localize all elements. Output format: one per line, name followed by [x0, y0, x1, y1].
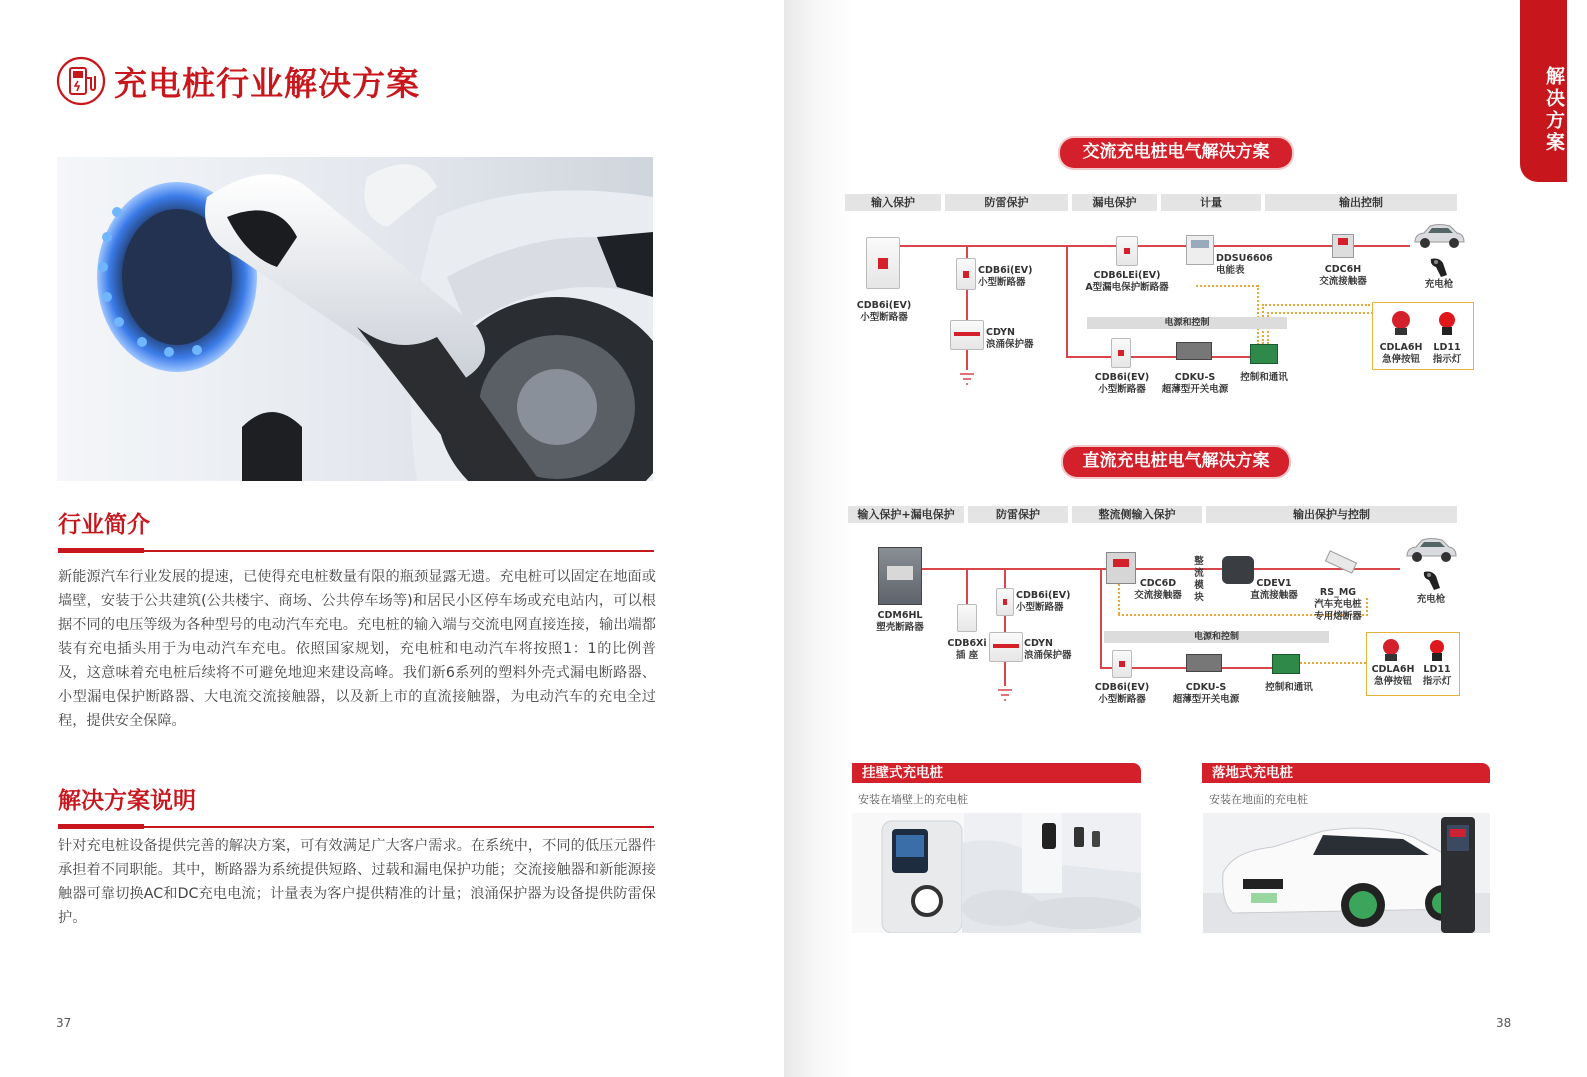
card-subtitle-floor-standing: 安装在地面的充电桩 [1209, 793, 1308, 806]
dc-rectifier-module-label: 整流模块 [1194, 556, 1204, 603]
section-heading-industry-intro: 行业简介 [58, 512, 150, 538]
dc-power-supply-device [1186, 654, 1222, 672]
dc-control-breaker-name: 小型断路器 [1098, 694, 1146, 705]
ac-header-input-protection: 输入保护 [845, 194, 941, 211]
ac-charging-gun-label: 充电枪 [1424, 279, 1454, 290]
dc-socket-name: 插 座 [955, 650, 979, 661]
dc-mccb-device [878, 547, 922, 605]
ac-energy-meter-model: DDSU6606 [1216, 253, 1273, 264]
emergency-stop-icon [1390, 310, 1412, 336]
ac-estop-model: CDLA6H [1379, 342, 1423, 353]
ac-breaker-name: 小型断路器 [978, 277, 1026, 288]
section-divider [58, 550, 654, 552]
card-title-wall-mounted: 挂壁式充电桩 [852, 763, 1141, 783]
ac-lamp-name: 指示灯 [1432, 354, 1462, 365]
dc-fuse-model: RS_MG [1319, 587, 1357, 598]
car-icon [1412, 222, 1466, 250]
ac-control-breaker-device [1111, 338, 1131, 368]
dc-header-rectifier-input-protection: 整流侧输入保护 [1072, 506, 1202, 523]
page-number-left: 37 [56, 1016, 72, 1030]
ac-rcd-device [1116, 236, 1138, 266]
side-section-tab: 解决方案 [1520, 0, 1567, 182]
dc-breaker-device [996, 588, 1014, 616]
dc-mccb-model: CDM6HL [877, 610, 923, 621]
ac-control-breaker-name: 小型断路器 [1098, 384, 1146, 395]
section-heading-solution-description: 解决方案说明 [58, 788, 196, 814]
car-icon [1404, 536, 1458, 564]
dc-mccb-name: 塑壳断路器 [876, 622, 924, 633]
dc-surge-protector-device [989, 632, 1023, 662]
ac-control-breaker-model: CDB6i(EV) [1094, 372, 1150, 383]
card-subtitle-wall-mounted: 安装在墙壁上的充电桩 [858, 793, 968, 806]
ac-power-supply-model: CDKU-S [1174, 372, 1216, 383]
ac-header-metering: 计量 [1161, 194, 1261, 211]
dc-solution-title: 直流充电桩电气解决方案 [1063, 447, 1289, 477]
page-title: 充电桩行业解决方案 [114, 64, 420, 103]
ac-surge-protector-name: 浪涌保护器 [986, 339, 1034, 350]
ac-control-line [1066, 356, 1266, 358]
dc-power-supply-model: CDKU-S [1185, 682, 1227, 693]
ac-header-output-control: 输出控制 [1265, 194, 1457, 211]
dc-lamp-name: 指示灯 [1422, 676, 1452, 687]
dc-dc-contactor-model: CDEV1 [1256, 578, 1292, 589]
dc-dc-contactor-name: 直流接触器 [1250, 590, 1298, 601]
dc-lamp-model: LD11 [1423, 664, 1451, 675]
dc-signal-line [1118, 584, 1120, 614]
ac-header-leakage-protection: 漏电保护 [1072, 194, 1157, 211]
ac-breaker-model: CDB6i(EV) [978, 265, 1033, 276]
ac-signal-line [1257, 285, 1259, 345]
dc-header-lightning-protection: 防雷保护 [968, 506, 1068, 523]
ac-surge-protector-model: CDYN [986, 327, 1015, 338]
dc-control-branch [1100, 568, 1102, 668]
ac-energy-meter-device [1186, 235, 1214, 265]
dc-socket-branch [966, 568, 968, 604]
dc-estop-model: CDLA6H [1371, 664, 1415, 675]
ac-contactor-name: 交流接触器 [1319, 276, 1367, 287]
dc-ac-contactor-model: CDC6D [1139, 578, 1177, 589]
ac-contactor-model: CDC6H [1324, 264, 1362, 275]
ac-energy-meter-name: 电能表 [1216, 265, 1245, 276]
section-divider [58, 826, 654, 828]
dc-control-comm-label: 控制和通讯 [1265, 682, 1313, 693]
ground-icon [997, 688, 1013, 702]
ac-power-supply-name: 超薄型开关电源 [1161, 384, 1229, 395]
ac-input-breaker-model: CDB6i(EV) [856, 300, 912, 311]
ac-estop-name: 急停按钮 [1381, 354, 1420, 365]
ac-control-comm-label: 控制和通讯 [1240, 372, 1288, 383]
ground-icon [959, 372, 975, 386]
ac-contactor-device [1332, 234, 1354, 258]
dc-ac-contactor-name: 交流接触器 [1134, 590, 1182, 601]
dc-signal-line [1300, 662, 1366, 664]
left-page [0, 0, 784, 1077]
ac-rcd-name: A型漏电保护断路器 [1085, 282, 1169, 293]
ac-signal-line [1262, 304, 1370, 306]
dc-socket-device [957, 604, 977, 632]
ac-rcd-model: CDB6LEi(EV) [1093, 270, 1161, 281]
charging-station-icon [56, 56, 106, 106]
ac-signal-line [1267, 312, 1377, 314]
dc-surge-protector-model: CDYN [1024, 638, 1053, 649]
ac-input-breaker-device [866, 237, 900, 289]
dc-header-output-protection-control: 输出保护与控制 [1206, 506, 1457, 523]
solution-description-paragraph: 针对充电桩设备提供完善的解决方案，可有效满足广大客户需求。在系统中，不同的低压元器件承担着不同职能。其中，断路器为系统提供短路、过载和漏电保护功能；交流接触器和新能源接触器可靠切换AC和DC充电电流；计量表为客户提供精准的计量；浪涌保护器为设备提供防雷保护。 [58, 838, 656, 926]
dc-header-input-leakage-protection: 输入保护+漏电保护 [848, 506, 964, 523]
dc-control-comm-board [1272, 654, 1300, 674]
industry-intro-paragraph: 新能源汽车行业发展的提速，已使得充电桩数量有限的瓶颈显露无遗。充电桩可以固定在地面或墙壁，安装于公共建筑(公共楼宇、商场、公共停车场等)和居民小区停车场或充电站内，可以根据不同的电压等级为各种型号的电动汽车充电。充电桩的输入端与交流电网直接连接，输出端都装有充电插头用于为电动汽车充电。依照国家规划，充电桩和电动汽车将按照1：1的比例普及，这意味着充电桩后续将不可避免地迎来建设高峰。我们新6系列的塑料外壳式漏电断路器、小型漏电保护断路器、大电流交流接触器，以及新上市的直流接触器，为电动汽车的充电全过程，提供安全保障。 [58, 569, 656, 729]
ac-control-branch [1066, 245, 1068, 357]
dc-main-line [900, 568, 1400, 570]
ac-control-comm-board [1250, 344, 1278, 364]
dc-surge-protector-name: 浪涌保护器 [1024, 650, 1072, 661]
charging-gun-icon [1420, 568, 1444, 592]
indicator-lamp-icon [1426, 638, 1448, 662]
floor-standing-charger-image [1203, 813, 1490, 933]
card-title-floor-standing: 落地式充电桩 [1202, 763, 1490, 783]
dc-spd-branch [1004, 568, 1006, 686]
ac-power-control-band: 电源和控制 [1087, 317, 1287, 329]
ac-lamp-model: LD11 [1433, 342, 1461, 353]
wall-mounted-charger-image [852, 813, 1141, 933]
dc-breaker-name: 小型断路器 [1016, 602, 1064, 613]
page-number-right: 38 [1496, 1016, 1512, 1030]
dc-fuse-name-2: 专用熔断器 [1314, 611, 1362, 622]
dc-socket-model: CDB6Xi [947, 638, 987, 649]
dc-estop-name: 急停按钮 [1373, 676, 1412, 687]
dc-power-supply-name: 超薄型开关电源 [1172, 694, 1240, 705]
dc-charging-gun-label: 充电枪 [1416, 594, 1446, 605]
ac-surge-protector-device [950, 320, 984, 350]
dc-fuse-name-1: 汽车充电桩 [1314, 599, 1362, 610]
dc-breaker-model: CDB6i(EV) [1016, 590, 1071, 601]
ac-signal-line [1196, 285, 1258, 287]
indicator-lamp-icon [1436, 310, 1458, 336]
dc-control-breaker-device [1112, 650, 1132, 678]
ac-input-breaker-name: 小型断路器 [860, 312, 908, 323]
charging-gun-icon [1427, 255, 1451, 279]
ac-solution-title: 交流充电桩电气解决方案 [1060, 138, 1292, 168]
dc-power-control-band: 电源和控制 [1104, 631, 1329, 643]
dc-control-breaker-model: CDB6i(EV) [1094, 682, 1150, 693]
hero-image-ev-charging [57, 157, 653, 481]
ac-breaker-device [956, 258, 976, 290]
ac-header-lightning-protection: 防雷保护 [945, 194, 1068, 211]
emergency-stop-icon [1380, 638, 1402, 662]
ac-power-supply-device [1176, 342, 1212, 360]
